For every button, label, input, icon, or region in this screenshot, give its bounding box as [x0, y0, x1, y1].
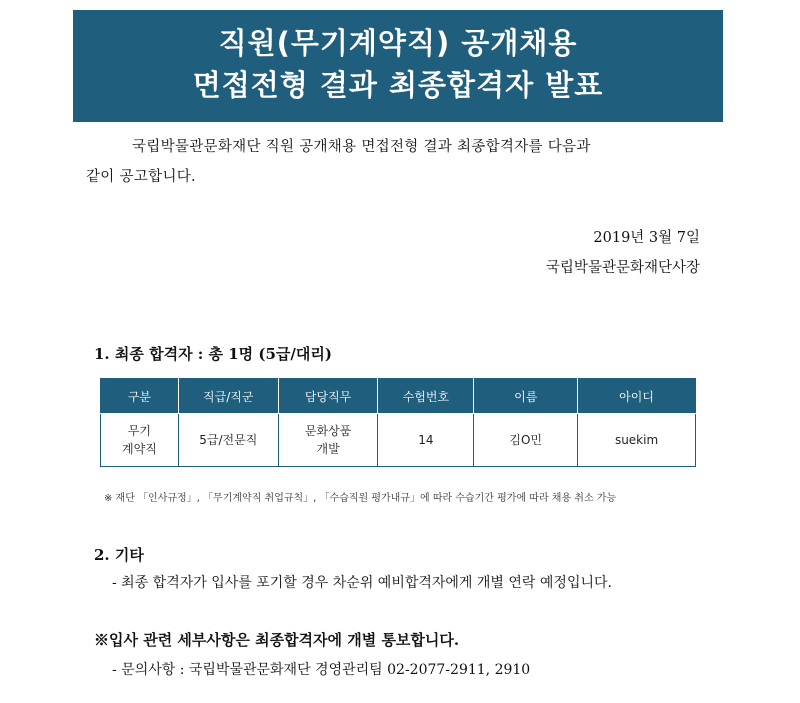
- intro-line-1: 국립박물관문화재단 직원 공개채용 면접전형 결과 최종합격자를 다음과: [132, 139, 591, 155]
- table-row: [101, 414, 696, 467]
- table-footnote: ※ 재단 「인사규정」, 「무기계약직 취업규칙」, 「수습직원 평가내규」에 따라 수습기간 평가에 따라 채용 취소 가능: [104, 493, 617, 504]
- cell-category-line-2: 계약직: [122, 442, 157, 456]
- cell-user-id: suekim: [578, 414, 696, 467]
- cell-duty-line-1: 문화상품: [304, 424, 352, 438]
- section-2-item: - 최종 합격자가 입사를 포기할 경우 차순위 예비합격자에게 개별 연락 예정입니다.: [112, 575, 612, 591]
- title-line-1: 직원(무기계약직) 공개채용: [218, 26, 578, 60]
- signer: 국립박물관문화재단사장: [545, 260, 700, 276]
- header-grade: 직급/직군: [178, 379, 278, 414]
- notice-text: ※입사 관련 세부사항은 최종합격자에 개별 통보합니다.: [94, 631, 460, 649]
- cell-name: 김O민: [474, 414, 578, 467]
- header-category: 구분: [101, 379, 179, 414]
- cell-duty-line-2: 개발: [316, 442, 340, 456]
- header-exam-no: 수험번호: [378, 379, 474, 414]
- intro-line-2: 같이 공고합니다.: [86, 169, 196, 185]
- section-2-title: 2. 기타: [94, 546, 144, 564]
- cell-duty: [278, 414, 378, 467]
- section-1-title: 1. 최종 합격자 : 총 1명 (5급/대리): [94, 345, 332, 363]
- result-table: [100, 378, 696, 467]
- title-banner: [73, 10, 723, 122]
- cell-category: [101, 414, 179, 467]
- header-name: 이름: [474, 379, 578, 414]
- header-user-id: 아이디: [578, 379, 696, 414]
- announcement-date: 2019년 3월 7일: [593, 230, 700, 246]
- contact-info: - 문의사항 : 국립박물관문화재단 경영관리팀 02-2077-2911, 2910: [112, 662, 531, 678]
- intro-paragraph: [86, 132, 706, 192]
- header-duty: 담당직무: [278, 379, 378, 414]
- cell-exam-no: 14: [378, 414, 474, 467]
- cell-grade: 5급/전문직: [178, 414, 278, 467]
- title-line-2: 면접전형 결과 최종합격자 발표: [192, 68, 604, 102]
- table-header-row: [101, 379, 696, 414]
- cell-category-line-1: 무기: [127, 424, 152, 438]
